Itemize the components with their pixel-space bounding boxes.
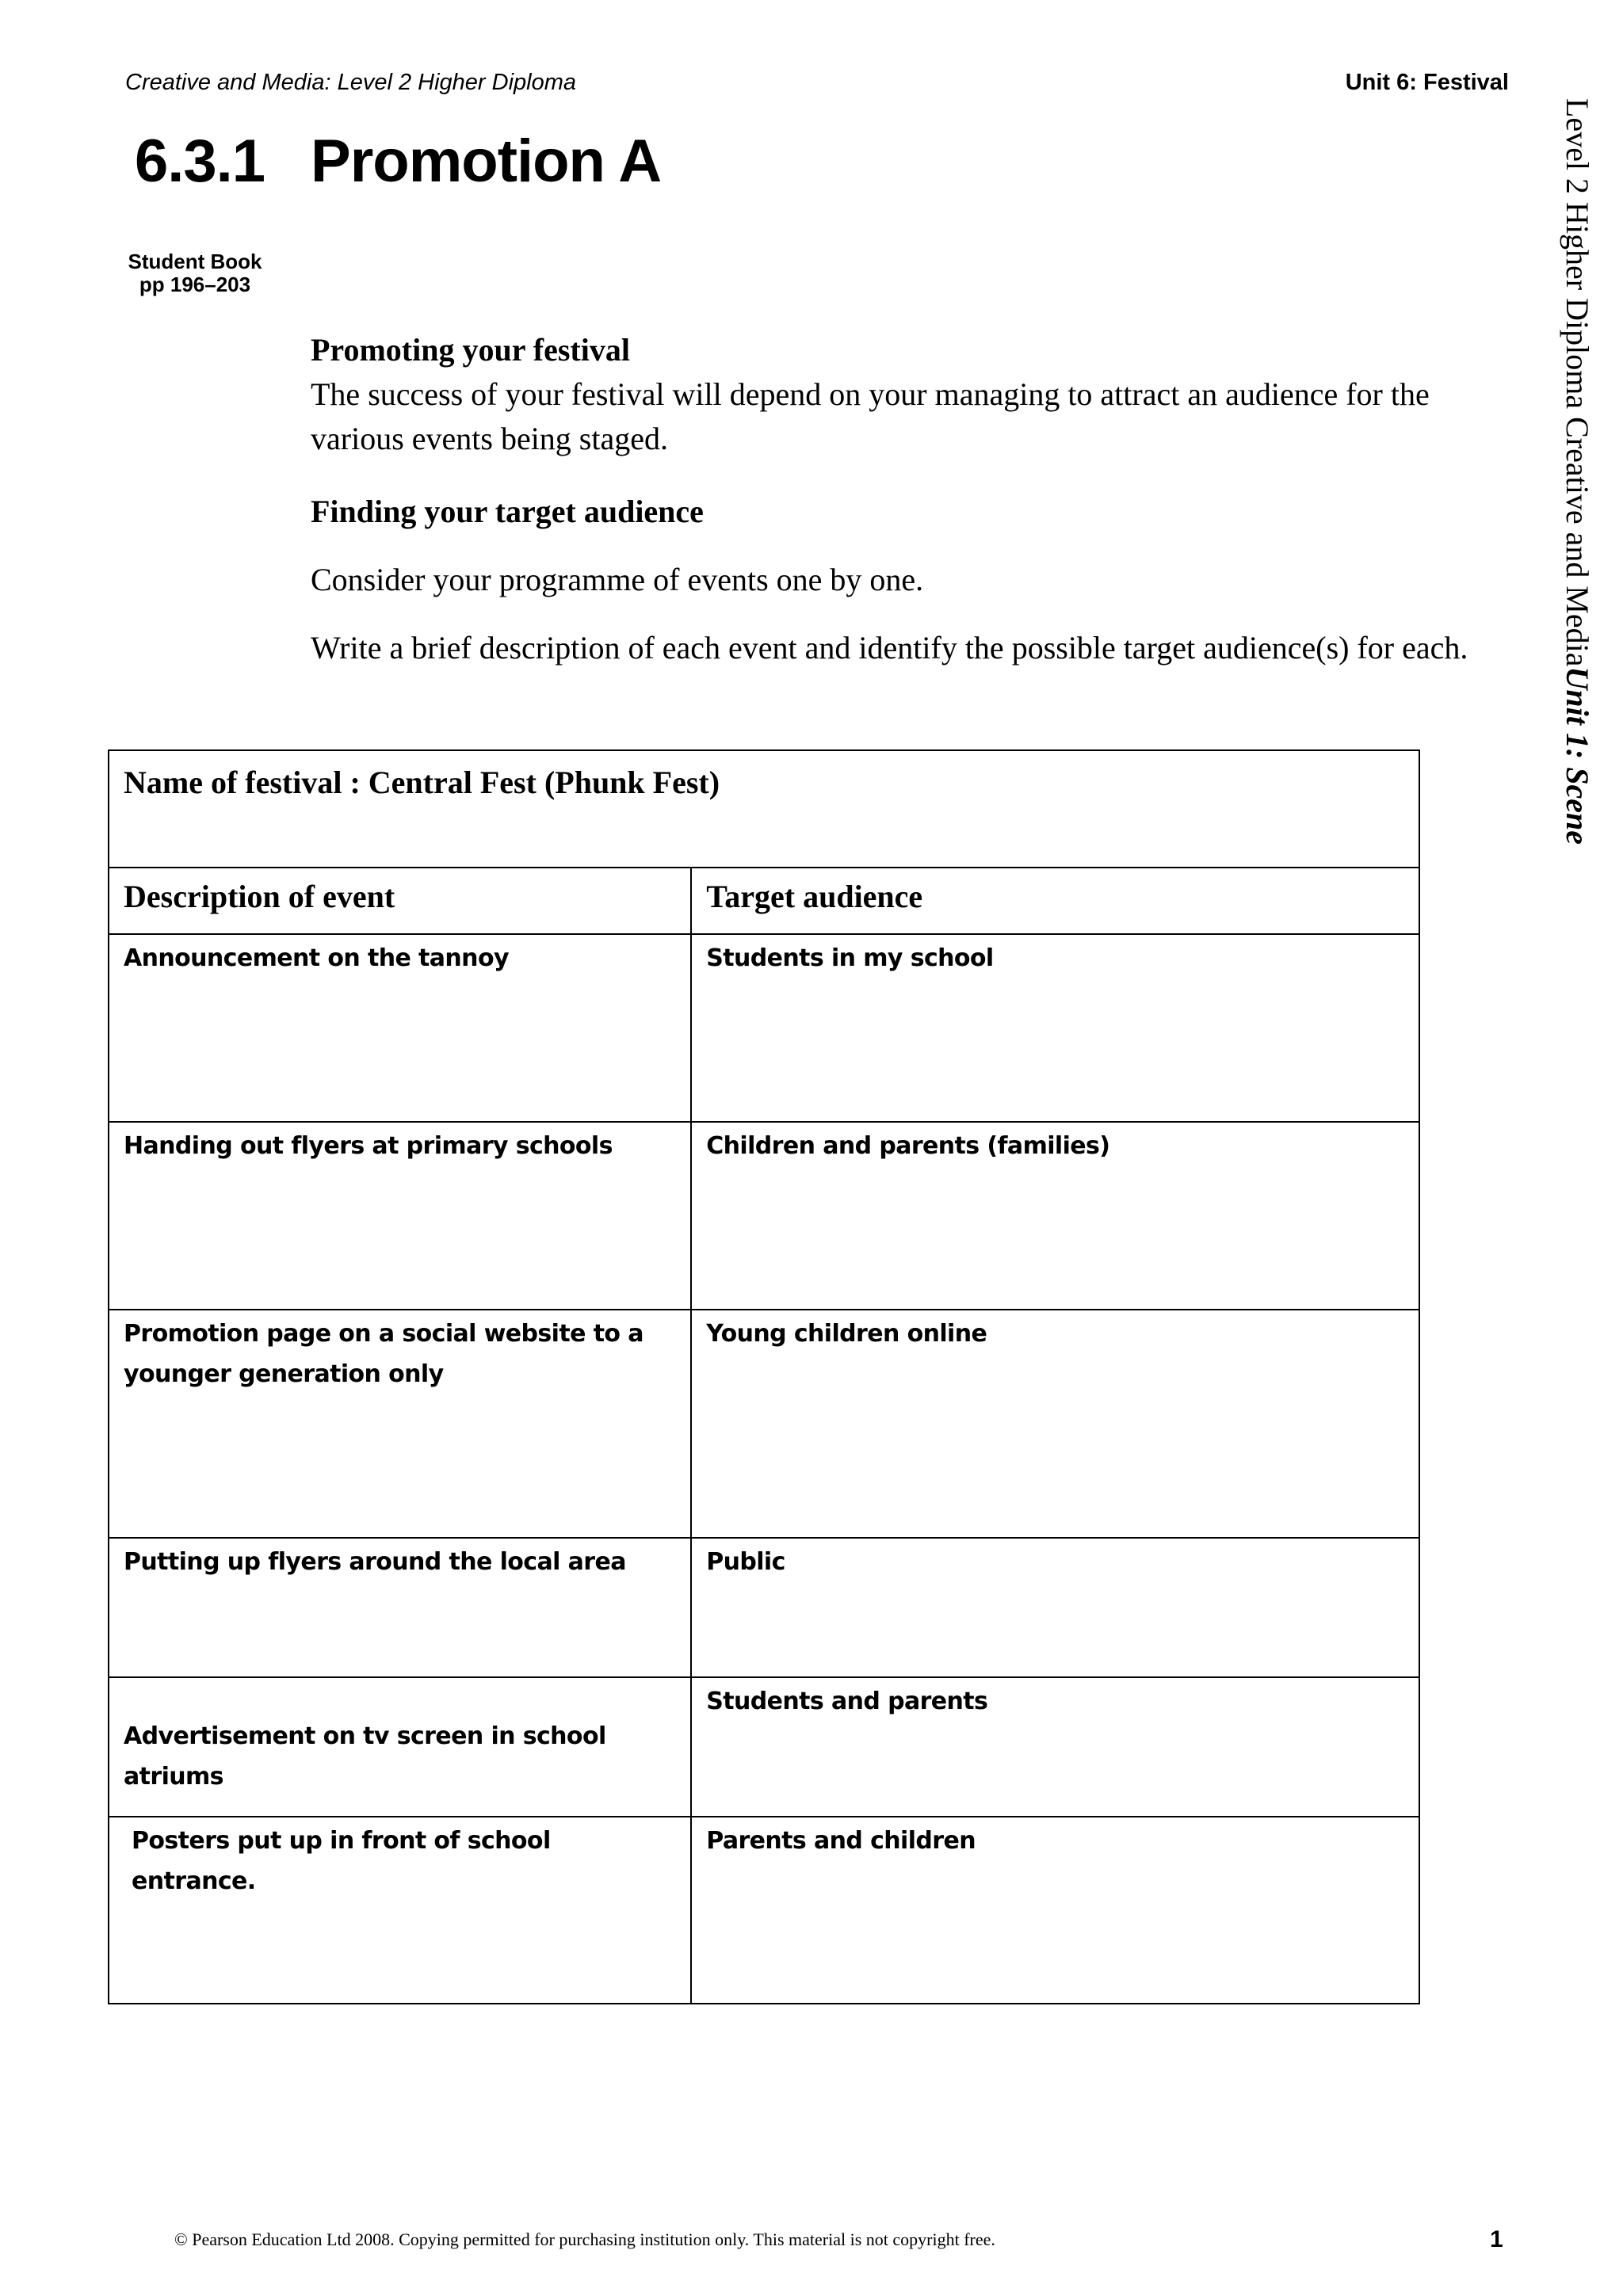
paragraph-consider: Consider your programme of events one by one. bbox=[311, 562, 924, 597]
header-unit-title: Unit 6: Festival bbox=[1345, 70, 1509, 95]
table-row bbox=[109, 1310, 1419, 1538]
event-description: Putting up flyers around the local area bbox=[109, 1538, 691, 1677]
event-audience: Parents and children bbox=[691, 1817, 1419, 2004]
heading-promoting: Promoting your festival bbox=[311, 332, 630, 368]
event-description: Advertisement on tv screen in school atriums bbox=[109, 1677, 691, 1817]
event-audience: Public bbox=[691, 1538, 1419, 1677]
page-title bbox=[135, 127, 661, 196]
event-description: Promotion page on a social website to a younger generation only bbox=[109, 1310, 691, 1538]
table-row bbox=[109, 1122, 1419, 1310]
header-course-title: Creative and Media: Level 2 Higher Diploma bbox=[125, 70, 577, 95]
student-book-reference bbox=[124, 250, 266, 296]
student-book-pages: pp 196–203 bbox=[139, 273, 251, 296]
table-row bbox=[109, 934, 1419, 1122]
event-audience: Students and parents bbox=[691, 1677, 1419, 1817]
student-book-label: Student Book bbox=[128, 250, 262, 273]
page-number: 1 bbox=[1490, 2226, 1503, 2252]
side-title-italic: Unit 1: Scene bbox=[1560, 666, 1595, 845]
copyright-footer: © Pearson Education Ltd 2008. Copying permitted for purchasing institution only. This material is not copyright free. bbox=[174, 2229, 995, 2249]
vertical-side-title bbox=[1553, 98, 1601, 891]
festival-name-cell: Name of festival : Central Fest (Phunk Fest) bbox=[109, 750, 1419, 868]
side-title-normal: Level 2 Higher Diploma Creative and Media bbox=[1560, 98, 1595, 667]
paragraph-success: The success of your festival will depend on your managing to attract an audience for the various events being staged. bbox=[311, 376, 1430, 456]
event-description: Handing out flyers at primary schools bbox=[109, 1122, 691, 1310]
paragraph-write: Write a brief description of each event and identify the possible target audience(s) for each. bbox=[311, 630, 1468, 666]
event-audience: Young children online bbox=[691, 1310, 1419, 1538]
section-title: Promotion A bbox=[311, 128, 662, 195]
column-header-description: Description of event bbox=[109, 868, 691, 934]
event-description: Announcement on the tannoy bbox=[109, 934, 691, 1122]
heading-target-audience: Finding your target audience bbox=[311, 494, 704, 529]
column-header-audience: Target audience bbox=[691, 868, 1419, 934]
event-description: Posters put up in front of school entrance. bbox=[109, 1817, 691, 2004]
intro-text bbox=[311, 328, 1491, 670]
event-audience: Students in my school bbox=[691, 934, 1419, 1122]
table-row bbox=[109, 1817, 1419, 2004]
event-audience: Children and parents (families) bbox=[691, 1122, 1419, 1310]
table-row bbox=[109, 1677, 1419, 1817]
events-table bbox=[108, 749, 1420, 2004]
table-row bbox=[109, 1538, 1419, 1677]
section-number: 6.3.1 bbox=[135, 128, 265, 195]
